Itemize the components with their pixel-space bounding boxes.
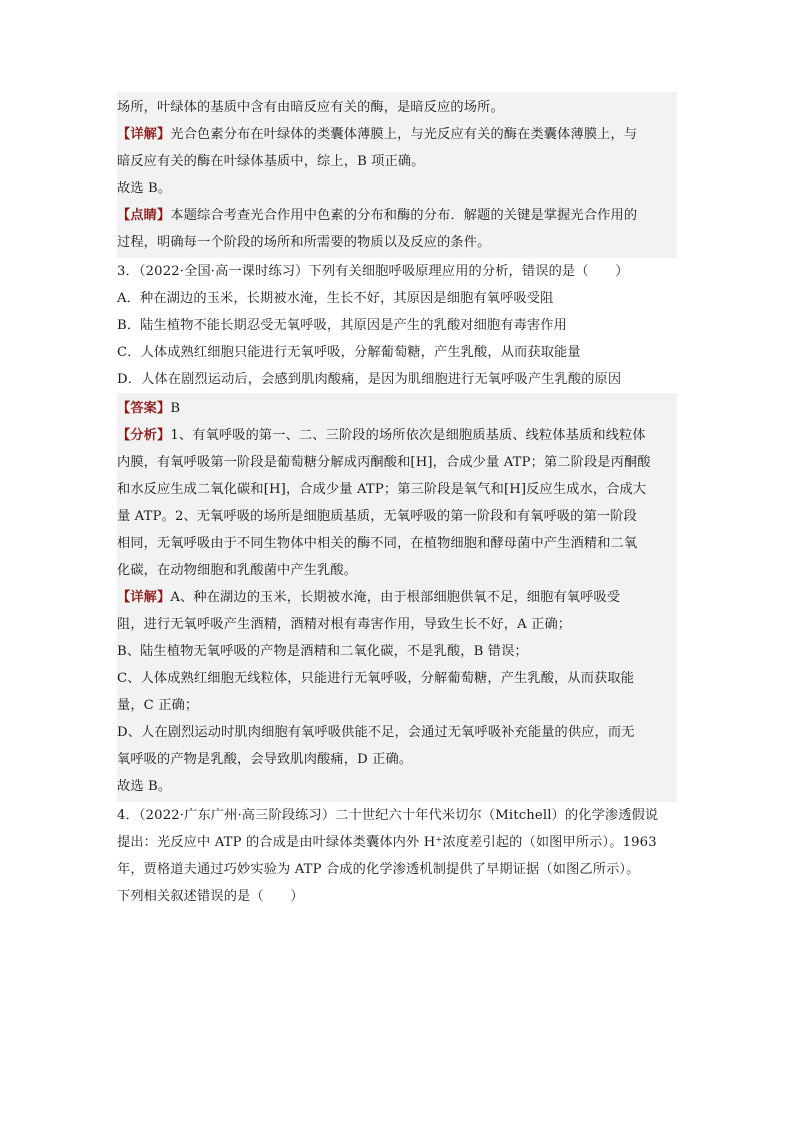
q3-analysis-line: 化碳，在动物细胞和乳酸菌中产生乳酸。	[117, 563, 358, 578]
q2-choice: 故选 B。	[117, 181, 172, 196]
q3-choice: 故选 B。	[117, 779, 172, 794]
q3-explanation-block	[117, 393, 677, 802]
q3-analysis-line: 相同，无氧呼吸由于不同生物体中相关的酶不同，在植物细胞和酵母菌中产生酒精和二氧	[117, 536, 638, 551]
q4-stem-line: 年，贾格道夫通过巧妙实验为 ATP 合成的化学渗透机制提供了早期证据（如图乙所示）。	[117, 862, 640, 877]
q4-question	[117, 802, 677, 910]
q3-answer-line	[117, 395, 677, 422]
q3-option-d: D．人体在剧烈运动后，会感到肌肉酸痛，是因为肌细胞进行无氧呼吸产生乳酸的原因	[117, 372, 622, 387]
detail-tag: 【详解】	[117, 590, 171, 605]
q3-option-c: C．人体成熟红细胞只能进行无氧呼吸，分解葡萄糖，产生乳酸，从而获取能量	[117, 345, 581, 360]
q2-text-line: 场所，叶绿体的基质中含有由暗反应有关的酶，是暗反应的场所。	[117, 100, 504, 115]
q2-detail-line: 暗反应有关的酶在叶绿体基质中，综上，B 项正确。	[117, 154, 425, 169]
analysis-tag: 【分析】	[117, 428, 171, 443]
q3-detail-line: D、人在剧烈运动时肌肉细胞有氧呼吸供能不足，会通过无氧呼吸补充能量的供应，而无	[117, 725, 635, 740]
q2-comment-text: 本题综合考查光合作用中色素的分布和酶的分布．解题的关键是掌握光合作用的	[170, 208, 638, 223]
q4-stem-line: 下列相关叙述错误的是（ ）	[117, 889, 304, 904]
q3-detail-line	[117, 584, 677, 611]
q3-analysis-line: 内膜，有氧呼吸第一阶段是葡萄糖分解成丙酮酸和[H]，合成少量 ATP；第二阶段是丙酮酸	[117, 455, 651, 470]
q3-analysis-line: 量 ATP。2、无氧呼吸的场所是细胞质基质，无氧呼吸的第一阶段和有氧呼吸的第一阶段	[117, 509, 637, 524]
q3-answer: B	[170, 401, 181, 416]
document-page	[117, 92, 677, 910]
q3-detail-text: A、种在湖边的玉米，长期被水淹，由于根部细胞供氧不足，细胞有氧呼吸受	[170, 590, 621, 605]
q3-detail-line: B、陆生植物无氧呼吸的产物是酒精和二氧化碳，不是乳酸，B 错误；	[117, 644, 528, 659]
q3-option-a: A．种在湖边的玉米，长期被水淹，生长不好，其原因是细胞有氧呼吸受阻	[117, 291, 554, 306]
q3-detail-line: C、人体成熟红细胞无线粒体，只能进行无氧呼吸，分解葡萄糖，产生乳酸，从而获取能	[117, 671, 635, 686]
detail-tag: 【详解】	[117, 127, 171, 142]
q2-detail-line	[117, 121, 677, 148]
q2-comment-line: 过程，明确每一个阶段的场所和所需要的物质以及反应的条件。	[117, 235, 491, 250]
q3-detail-line: 氧呼吸的产物是乳酸，会导致肌肉酸痛，D 正确。	[117, 752, 413, 767]
q2-detail-text: 光合色素分布在叶绿体的类囊体薄膜上，与光反应有关的酶在类囊体薄膜上，与	[170, 127, 638, 142]
q3-detail-line: 量，C 正确；	[117, 698, 199, 713]
q4-stem-line: 4．（2022·广东广州·高三阶段练习）二十世纪六十年代米切尔（Mitchell）的化学渗透假说	[117, 808, 659, 823]
q3-question	[117, 258, 677, 393]
comment-tag: 【点睛】	[117, 208, 171, 223]
q3-analysis-line: 和水反应生成二氧化碳和[H]，合成少量 ATP；第三阶段是氧气和[H]反应生成水，合成大	[117, 482, 647, 497]
answer-tag: 【答案】	[117, 401, 171, 416]
q3-detail-line: 阻，进行无氧呼吸产生酒精，酒精对根有毒害作用，导致生长不好，A 正确；	[117, 617, 572, 632]
q3-analysis-text: 1、有氧呼吸的第一、二、三阶段的场所依次是细胞质基质、线粒体基质和线粒体	[170, 428, 646, 443]
q3-stem: 3．（2022·全国·高一课时练习）下列有关细胞呼吸原理应用的分析，错误的是（ ）	[117, 264, 629, 279]
q2-explanation-block	[117, 92, 677, 258]
q4-stem-line: 提出：光反应中 ATP 的合成是由叶绿体类囊体内外 H⁺浓度差引起的（如图甲所示）。1963	[117, 835, 657, 850]
q3-option-b: B．陆生植物不能长期忍受无氧呼吸，其原因是产生的乳酸对细胞有毒害作用	[117, 318, 567, 333]
q2-comment-line	[117, 202, 677, 229]
q3-analysis-line	[117, 422, 677, 449]
